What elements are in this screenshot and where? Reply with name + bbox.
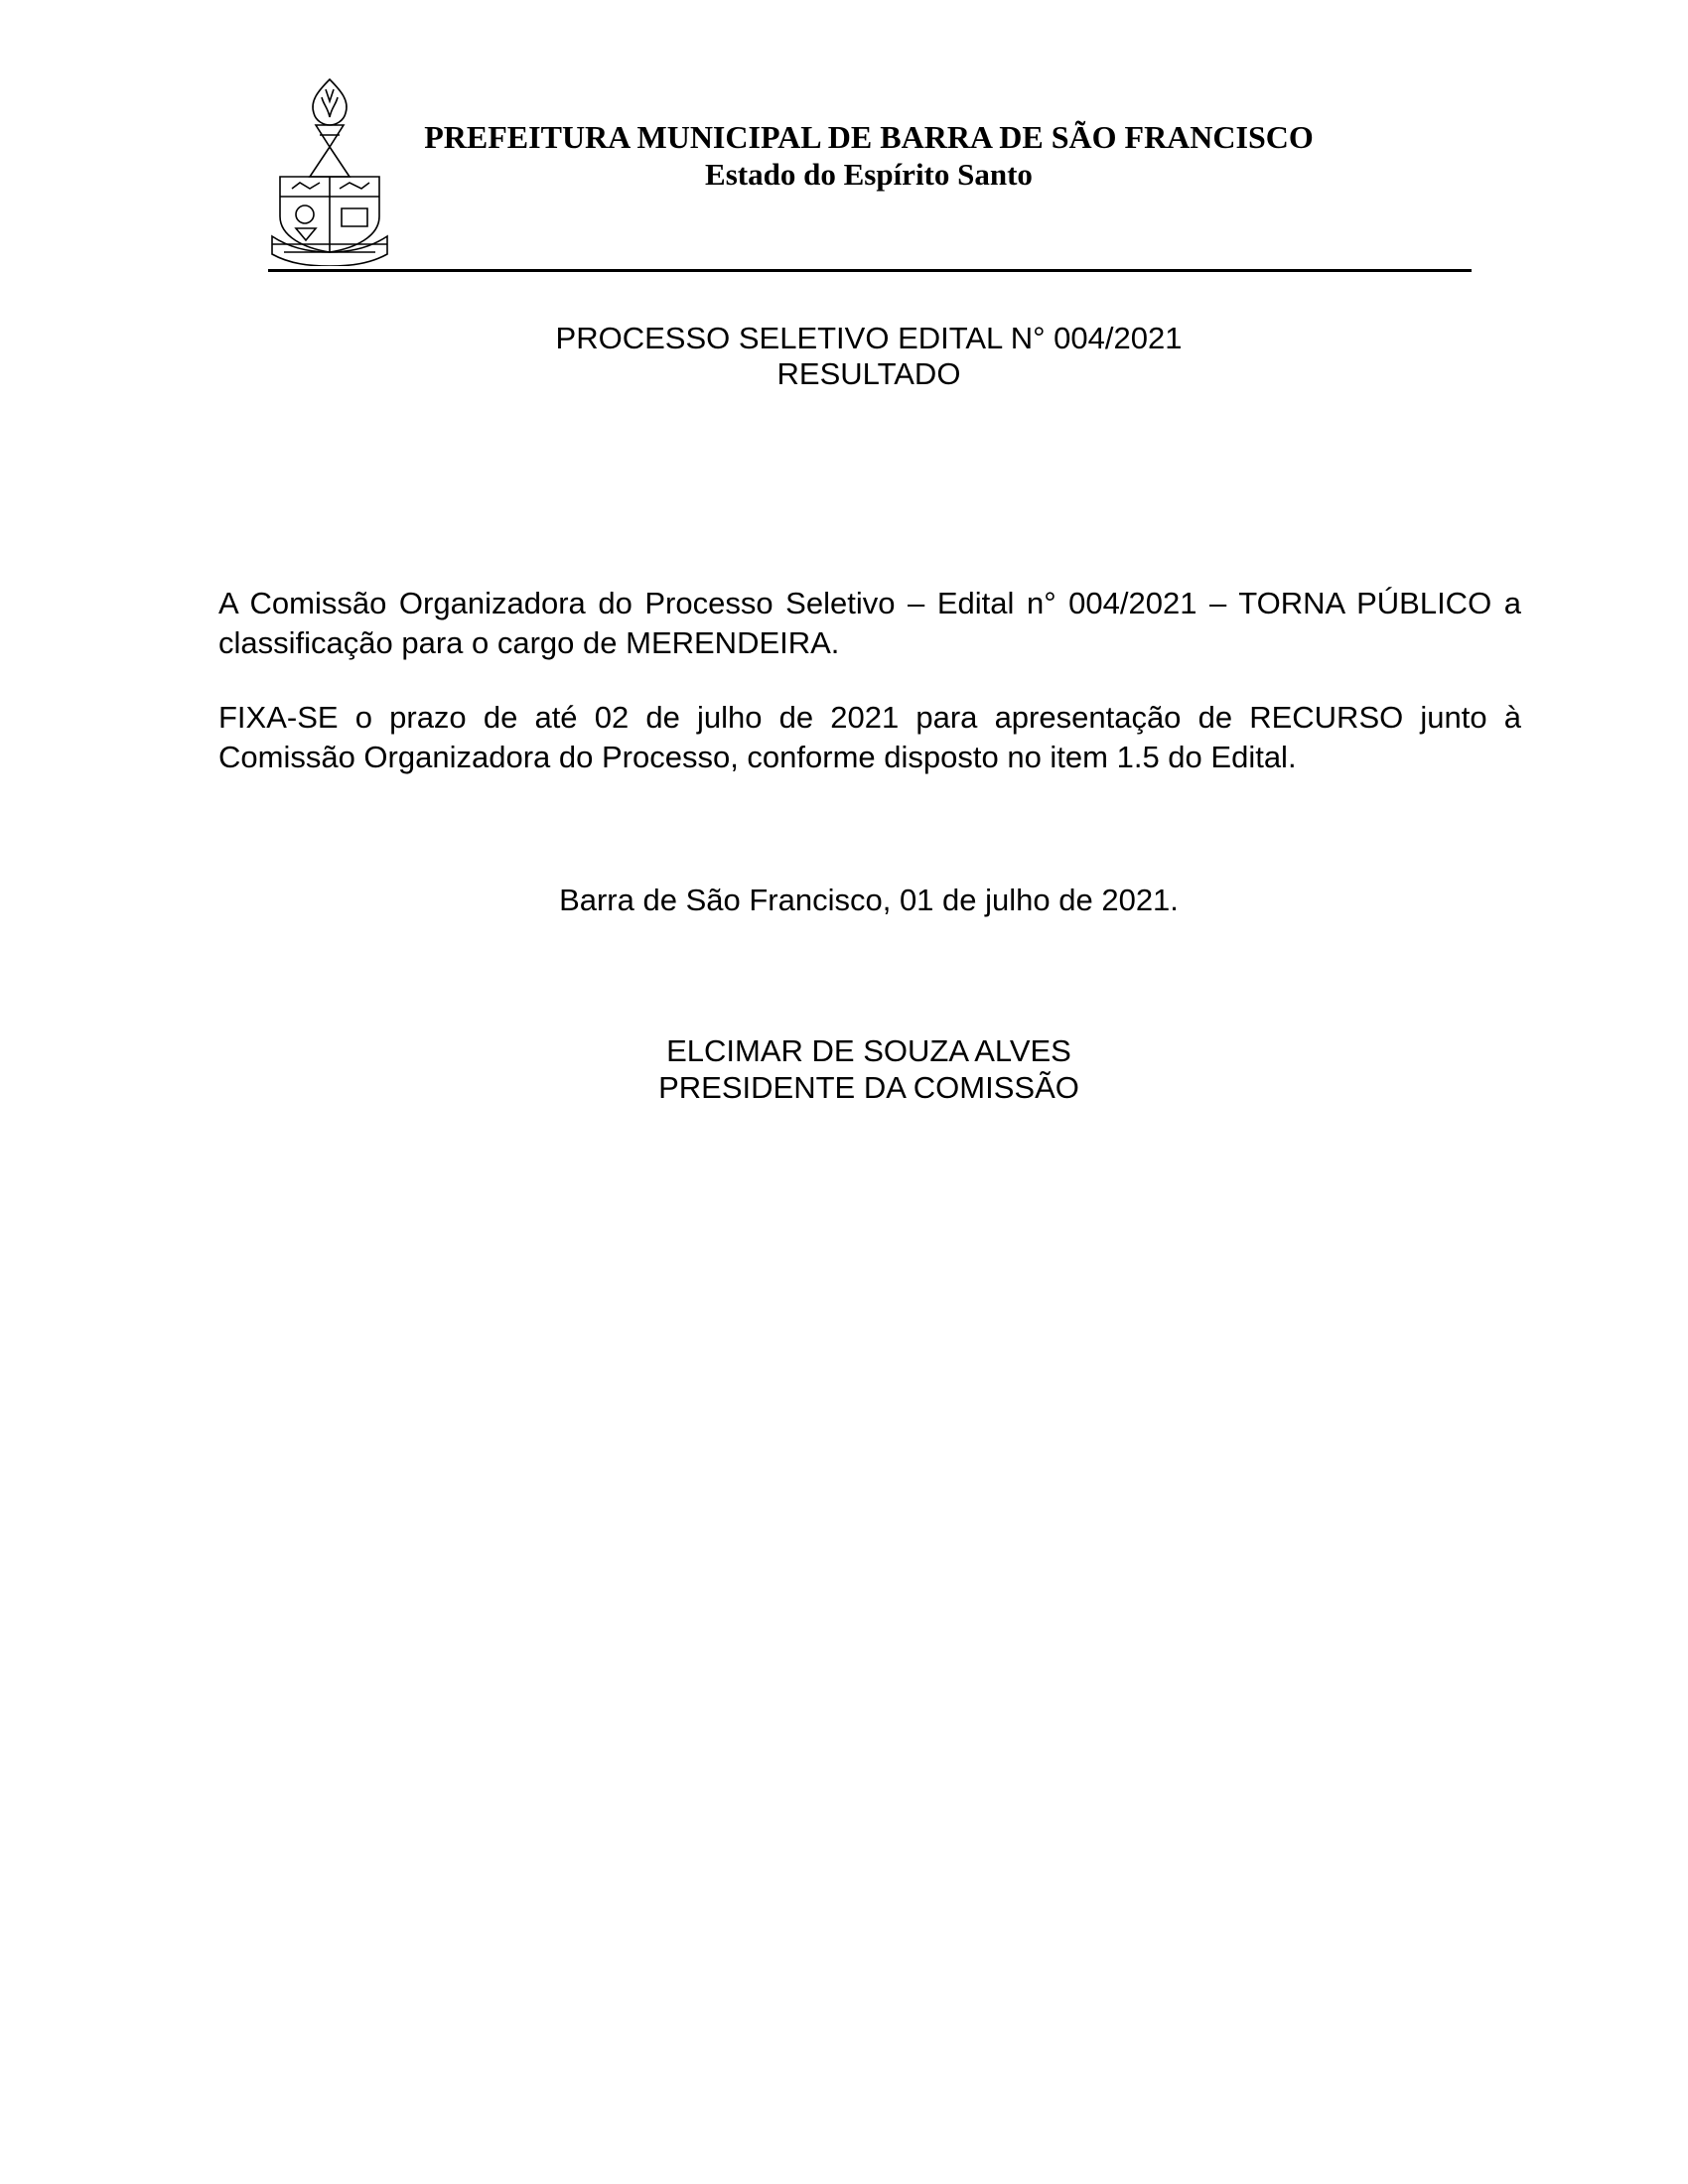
place-and-date: Barra de São Francisco, 01 de julho de 2021. bbox=[559, 883, 1179, 917]
municipality-title: PREFEITURA MUNICIPAL DE BARRA DE SÃO FRANCISCO bbox=[424, 119, 1314, 155]
header-divider bbox=[268, 269, 1472, 272]
signatory-name: ELCIMAR DE SOUZA ALVES bbox=[666, 1033, 1071, 1068]
signatory-role: PRESIDENTE DA COMISSÃO bbox=[658, 1070, 1079, 1105]
document-subtitle: RESULTADO bbox=[776, 356, 961, 391]
announcement-paragraph: A Comissão Organizadora do Processo Seletivo – Edital n° 004/2021 – TORNA PÚBLICO a classificação para o cargo de MERENDEIRA. bbox=[218, 586, 1521, 660]
document-title: PROCESSO SELETIVO EDITAL N° 004/2021 bbox=[555, 321, 1183, 355]
state-subtitle: Estado do Espírito Santo bbox=[705, 157, 1033, 192]
deadline-paragraph: FIXA-SE o prazo de até 02 de julho de 2021 para apresentação de RECURSO junto à Comissão Organizadora do Processo, conforme disposto no item 1.5 do Edital. bbox=[218, 700, 1521, 774]
